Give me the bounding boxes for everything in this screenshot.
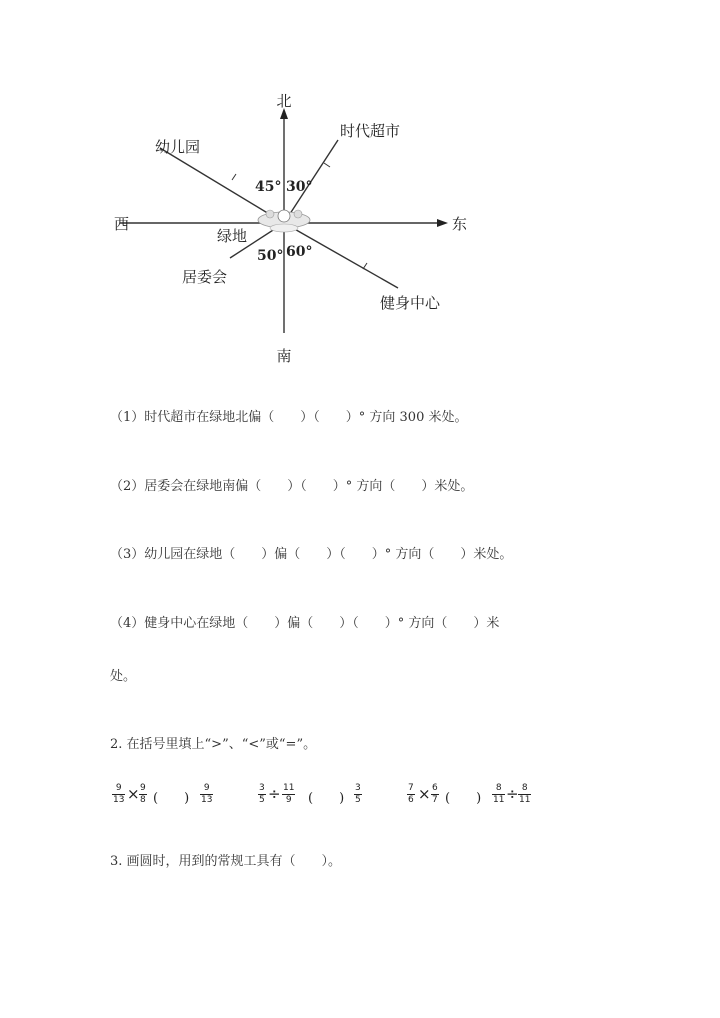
question-4-line2: 处。	[110, 669, 137, 684]
fraction: 6 7	[432, 783, 438, 805]
question-2: （2）居委会在绿地南偏（ ）（ ）° 方向（ ）米处。	[110, 479, 474, 494]
question-3: （3）幼儿园在绿地（ ）偏（ ）（ ）° 方向（ ）米处。	[110, 547, 513, 562]
fraction: 8 11	[493, 783, 505, 805]
angle-mall: 30°	[286, 179, 313, 195]
problem-3-text: 3. 画圆时，用到的常规工具有（ ）。	[110, 854, 342, 869]
east-label: 东	[452, 215, 468, 233]
angle-committee: 50°	[257, 248, 284, 264]
multiply-sign: ×	[127, 785, 140, 803]
answer-blank[interactable]: ( )	[445, 791, 482, 806]
fraction: 11 9	[283, 783, 295, 805]
answer-blank[interactable]: ( )	[153, 791, 190, 806]
compass-diagram	[100, 88, 480, 370]
south-label: 南	[276, 347, 292, 365]
kindergarten-label: 幼儿园	[155, 138, 201, 156]
fraction: 9 13	[113, 783, 125, 805]
mall-label: 时代超市	[340, 122, 401, 140]
east-arrow-icon	[437, 219, 448, 227]
divide-sign: ÷	[506, 785, 519, 803]
question-4-line1: （4）健身中心在绿地（ ）偏（ ）（ ）° 方向（ ）米	[110, 616, 500, 631]
multiply-sign: ×	[418, 785, 431, 803]
north-label: 北	[276, 92, 292, 110]
question-1: （1）时代超市在绿地北偏（ ）（ ）° 方向 300 米处。	[110, 410, 468, 425]
angle-gym: 60°	[286, 244, 313, 260]
fraction: 8 11	[519, 783, 531, 805]
fraction: 9 8	[140, 783, 146, 805]
committee-label: 居委会	[182, 268, 228, 286]
west-label: 西	[114, 215, 130, 233]
gym-label: 健身中心	[380, 294, 441, 312]
angle-kindergarten: 45°	[255, 179, 282, 195]
fraction: 9 13	[201, 783, 213, 805]
fraction: 3 5	[355, 783, 361, 805]
answer-blank[interactable]: ( )	[308, 791, 345, 806]
center-label: 绿地	[217, 227, 248, 245]
problem-2-heading: 2. 在括号里填上“>”、“<”或“=”。	[110, 737, 317, 752]
fraction: 7 6	[408, 783, 414, 805]
divide-sign: ÷	[268, 785, 281, 803]
fraction: 3 5	[259, 783, 265, 805]
green-area-icon	[258, 210, 310, 232]
